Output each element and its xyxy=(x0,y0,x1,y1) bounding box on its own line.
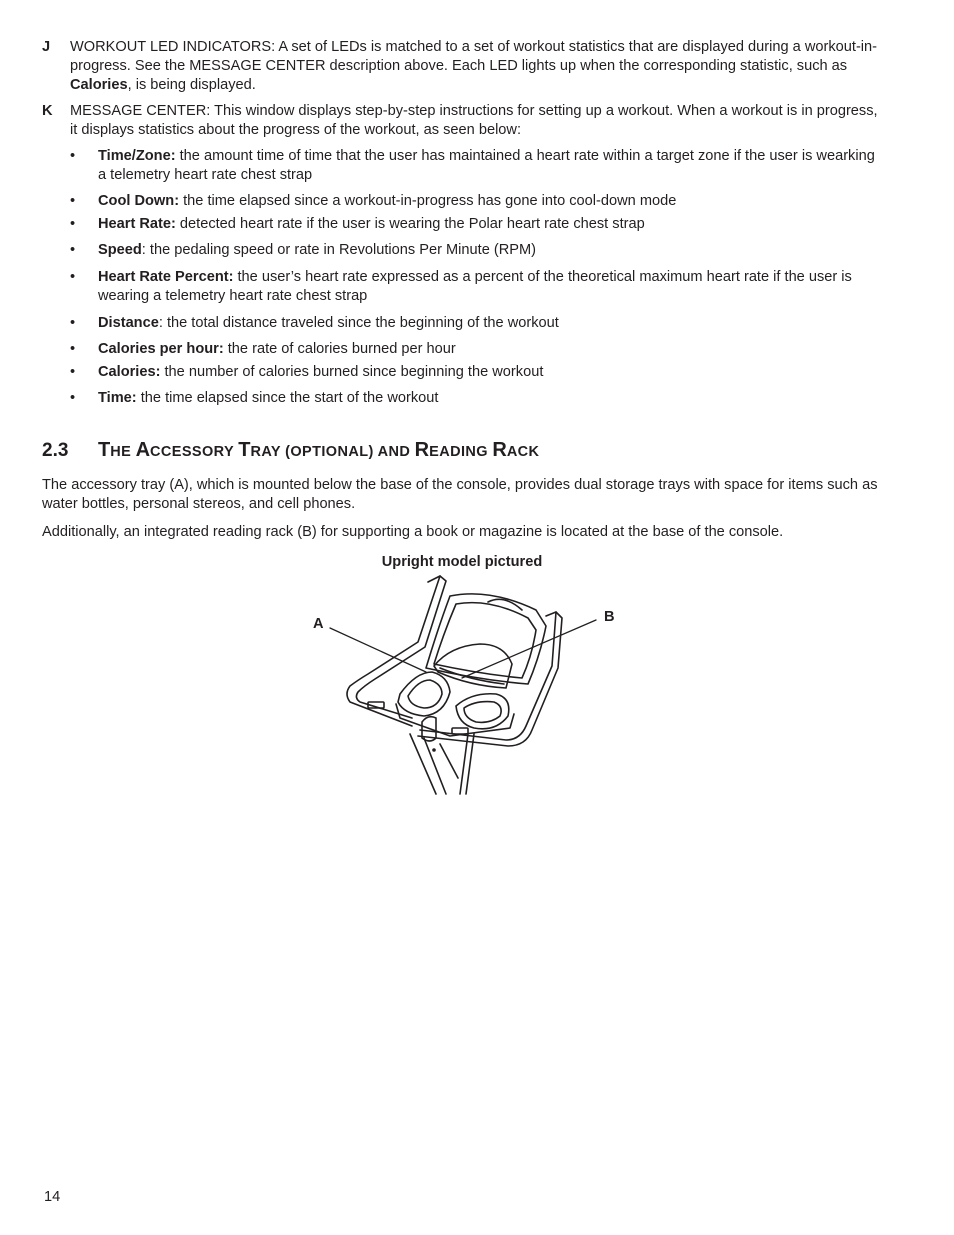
description: the time elapsed since the start of the workout xyxy=(136,390,439,406)
term: Cool Down: xyxy=(98,193,180,209)
console-figure xyxy=(300,568,630,796)
callout-label-a: A xyxy=(313,616,324,632)
description: the rate of calories burned per hour xyxy=(223,341,456,357)
bullet: • xyxy=(70,193,76,209)
description: the amount time of time that the user has maintained a heart rate within a target zone if the user is wearking a telemetry heart rate chest strap xyxy=(98,148,875,183)
description: detected heart rate if the user is wearing the Polar heart rate chest strap xyxy=(175,216,645,232)
heading-part: R xyxy=(414,439,430,461)
bullet: • xyxy=(70,269,76,285)
list-item xyxy=(70,147,882,185)
term: Time: xyxy=(98,390,137,406)
heading-part: RAY ( xyxy=(250,444,291,460)
item-text-end: , is being displayed. xyxy=(127,77,256,93)
heading-part: ) xyxy=(368,444,378,460)
list-item xyxy=(70,241,882,260)
heading-part: OPTIONAL xyxy=(290,444,369,460)
section-number: 2.3 xyxy=(42,440,69,461)
description: the time elapsed since a workout-in-progress has gone into cool-down mode xyxy=(179,193,677,209)
heading-part: A xyxy=(135,439,151,461)
item-key: K xyxy=(42,103,53,119)
list-item xyxy=(70,268,882,306)
list-item xyxy=(70,215,882,234)
bullet: • xyxy=(70,364,76,380)
section-heading xyxy=(42,438,882,464)
list-item xyxy=(70,314,882,333)
heading-part: ACK xyxy=(506,444,540,460)
term: Calories per hour: xyxy=(98,341,224,357)
item-j xyxy=(42,38,882,95)
item-text: WORKOUT LED INDICATORS: A set of LEDs is matched to a set of workout statistics that are displayed during a workout-in-progress. See the MESSAGE CENTER description above. Each LED lights up when the corresponding statistic, such as xyxy=(70,39,878,74)
list-item xyxy=(70,389,882,408)
figure-caption: Upright model pictured xyxy=(381,554,543,570)
bullet: • xyxy=(70,216,76,232)
console-illustration xyxy=(300,568,630,796)
bullet: • xyxy=(70,242,76,258)
heading-part: EADING xyxy=(429,444,493,460)
statistics-list xyxy=(42,147,882,408)
heading-part: CCESSORY xyxy=(150,444,239,460)
description: the user’s heart rate expressed as a percent of the theoretical maximum heart rate if the user is wearing a telemetry heart rate chest strap xyxy=(98,269,852,304)
heading-part: T xyxy=(98,439,111,461)
description: : the total distance traveled since the beginning of the workout xyxy=(158,315,559,331)
term: Speed xyxy=(98,242,142,258)
term: Time/Zone: xyxy=(98,148,176,164)
paragraph: Additionally, an integrated reading rack (B) for supporting a book or magazine is located at the base of the console. xyxy=(42,524,784,540)
heading-part: HE xyxy=(110,444,136,460)
bullet: • xyxy=(70,341,76,357)
item-key: J xyxy=(42,39,51,55)
description: the number of calories burned since beginning the workout xyxy=(160,364,544,380)
list-item xyxy=(70,363,882,382)
item-text: MESSAGE CENTER: This window displays step-by-step instructions for setting up a workout. When a workout is in progress, it displays statistics about the progress of the workout, as seen below: xyxy=(70,103,878,138)
callout-label-b: B xyxy=(604,609,615,625)
item-bold: Calories xyxy=(70,77,128,93)
heading-part: R xyxy=(492,439,507,461)
paragraph: The accessory tray (A), which is mounted below the base of the console, provides dual storage trays with space for items such as water bottles, personal stereos, and cell phones. xyxy=(42,477,878,512)
term: Calories: xyxy=(98,364,161,380)
term: Distance xyxy=(98,315,159,331)
page-number: 14 xyxy=(44,1189,61,1205)
list-item xyxy=(70,192,882,211)
description: : the pedaling speed or rate in Revolutions Per Minute (RPM) xyxy=(141,242,537,258)
heading-part: AND xyxy=(377,444,415,460)
term: Heart Rate: xyxy=(98,216,176,232)
term: Heart Rate Percent: xyxy=(98,269,234,285)
bullet: • xyxy=(70,315,76,331)
heading-part: T xyxy=(238,439,251,461)
item-k xyxy=(42,102,882,140)
bullet: • xyxy=(70,390,76,406)
manual-page xyxy=(42,38,882,572)
list-item xyxy=(70,340,882,359)
bullet: • xyxy=(70,148,76,164)
